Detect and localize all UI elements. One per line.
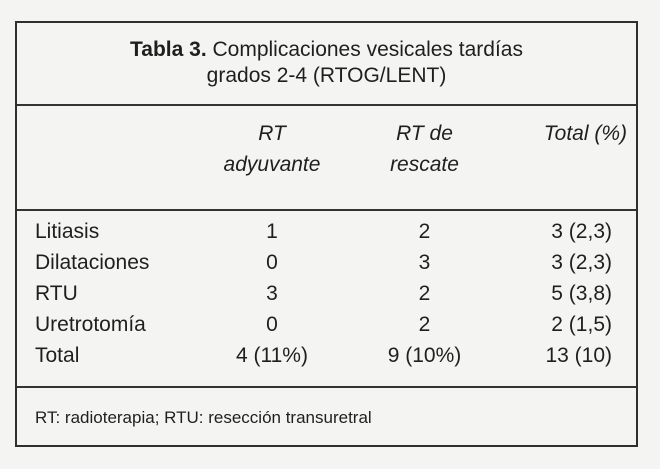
cell-rt-adyuvante: 3 (266, 282, 278, 305)
title-bold-label: Tabla 3. (130, 38, 207, 61)
table-body (17, 216, 636, 371)
cell-total: 5 (3,8) (551, 282, 612, 305)
column-header-rt-rescate (362, 118, 487, 180)
row-label: Dilataciones (35, 251, 150, 274)
column-header-line: rescate (390, 153, 459, 176)
table-footnote: RT: radioterapia; RTU: resección transuretral (35, 408, 372, 427)
column-header-line: RT (258, 122, 286, 145)
table-row (17, 309, 636, 340)
row-label: Total (35, 344, 80, 367)
table-row (17, 216, 636, 247)
cell-total: 3 (2,3) (551, 251, 612, 274)
cell-rt-rescate: 9 (10%) (387, 344, 462, 367)
column-header-line: adyuvante (223, 153, 321, 176)
row-label: Uretrotomía (35, 313, 146, 336)
title-line-1 (17, 37, 636, 63)
divider-footer (17, 386, 636, 388)
title-line-2: grados 2-4 (RTOG/LENT) (206, 64, 447, 87)
cell-rt-rescate: 2 (418, 282, 431, 305)
table-row-total (17, 340, 636, 371)
column-header-line: RT de (396, 122, 453, 145)
divider-top (17, 104, 636, 106)
column-header-total (507, 118, 627, 149)
cell-rt-rescate: 2 (418, 313, 431, 336)
column-header-rt-adyuvante (207, 118, 337, 180)
cell-rt-adyuvante: 1 (266, 220, 278, 243)
table-row (17, 278, 636, 309)
table-title (17, 37, 636, 89)
column-header-line: Total (%) (543, 122, 627, 145)
table-row (17, 247, 636, 278)
cell-total: 2 (1,5) (551, 313, 612, 336)
cell-rt-rescate: 2 (418, 220, 431, 243)
title-text: Complicaciones vesicales tardías (212, 38, 523, 61)
cell-rt-adyuvante: 0 (266, 313, 278, 336)
row-label: RTU (35, 282, 78, 305)
divider-header (17, 209, 636, 211)
cell-total: 13 (10) (545, 344, 612, 367)
cell-rt-rescate: 3 (418, 251, 431, 274)
row-label: Litiasis (35, 220, 100, 243)
cell-rt-adyuvante: 0 (266, 251, 278, 274)
cell-rt-adyuvante: 4 (11%) (236, 344, 308, 367)
cell-total: 3 (2,3) (551, 220, 612, 243)
table-frame (15, 21, 638, 447)
